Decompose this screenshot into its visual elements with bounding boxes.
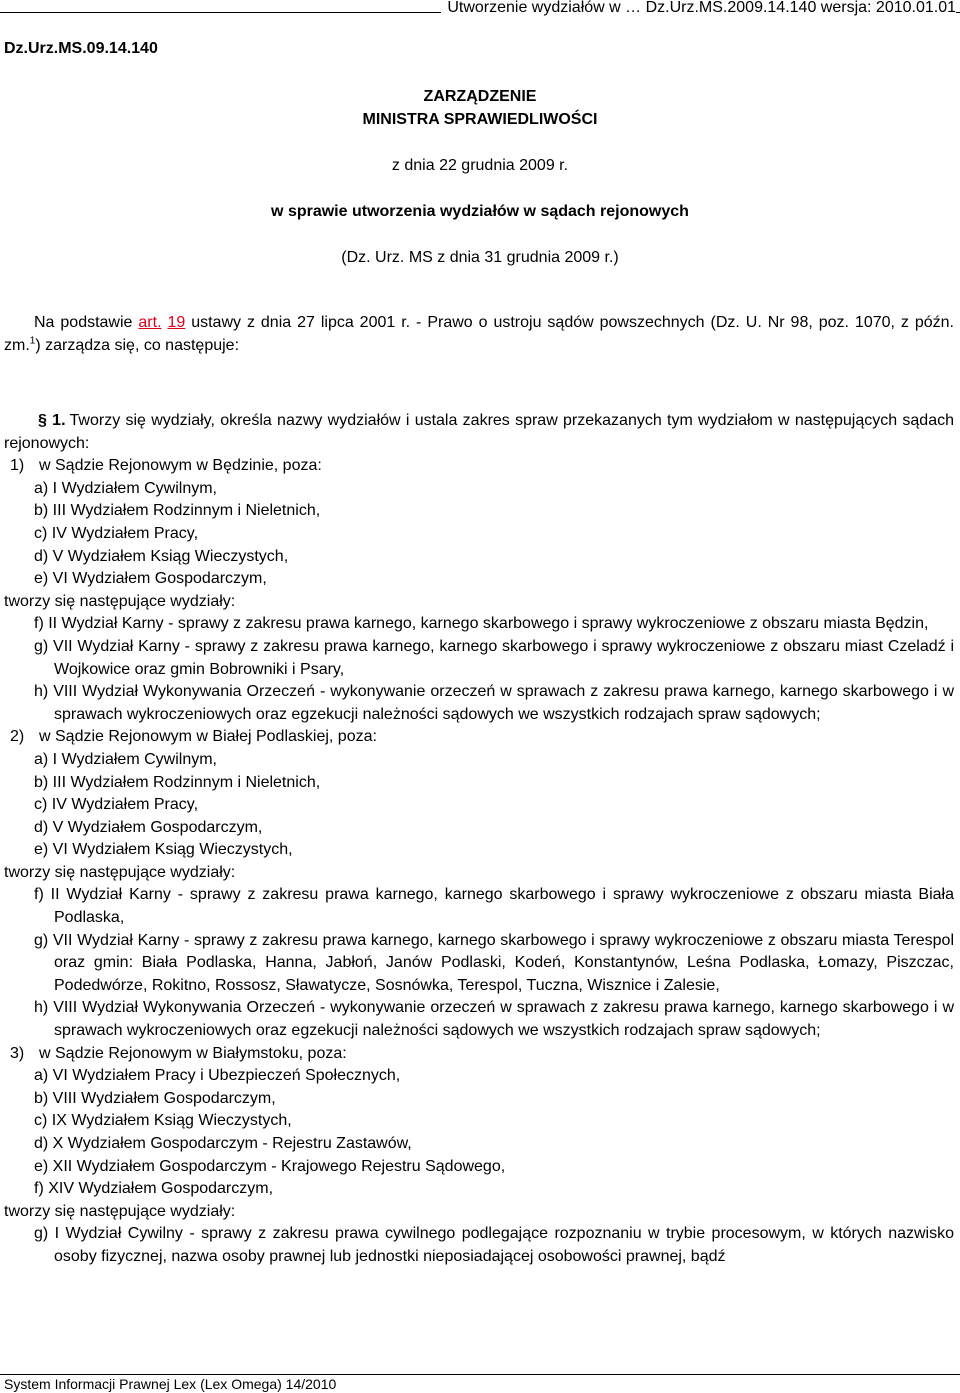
- section-1-intro: [4, 410, 954, 455]
- court-entry: [4, 726, 954, 749]
- created-division: f) II Wydział Karny - sprawy z zakresu prawa karnego, karnego skarbowego i sprawy wykroczeniowe z obszaru miasta Będzin,: [34, 615, 929, 633]
- existing-division: a) I Wydziałem Cywilnym,: [34, 479, 217, 497]
- court-name: w Sądzie Rejonowym w Białej Podlaskiej, poza:: [39, 728, 377, 746]
- existing-division: a) I Wydziałem Cywilnym,: [34, 750, 217, 768]
- created-divisions-intro: tworzy się następujące wydziały:: [4, 1202, 236, 1220]
- existing-division: c) IV Wydziałem Pracy,: [34, 796, 199, 814]
- page-footer: [0, 1374, 960, 1393]
- created-division: h) VIII Wydział Wykonywania Orzeczeń - wykonywanie orzeczeń w sprawach z zakresu prawa karnego, karnego skarbowego i w sprawach wykroczeniowych oraz egzekucji należności sądowych we wszystkich rodzajach spraw sądowych;: [34, 999, 954, 1040]
- article-number-link[interactable]: 19: [167, 314, 186, 331]
- act-date: z dnia 22 grudnia 2009 r.: [391, 157, 569, 174]
- created-division: g) I Wydział Cywilny - sprawy z zakresu prawa cywilnego podlegające rozpoznaniu w trybie procesowym, w których nazwisko osoby fizycznej, nazwa osoby prawnej lub jednostki nieposiadającej osobowości prawnej, bądź: [34, 1225, 954, 1265]
- running-header: [0, 0, 960, 16]
- created-division: g) VII Wydział Karny - sprawy z zakresu prawa karnego, karnego skarbowego i sprawy wykroczeniowe z obszaru miasta Terespol oraz gmin: Biała Podlaska, Hanna, Jabłoń, Janów Podlaski, Kodeń, Konstantynów, Leśna Podlaska, Łomazy, Piszczac, Podedwórze, Rokitno, Rossosz, Sławatycze, Sosnówka, Terespol, Tuczna, Wisznice i Zalesie,: [34, 931, 954, 994]
- legal-basis: [4, 311, 954, 357]
- running-title: Utworzenie wydziałów w … Dz.Urz.MS.2009.14.140 wersja: 2010.01.01: [441, 0, 956, 18]
- court-number: 2): [10, 728, 25, 746]
- court-number: 3): [10, 1044, 25, 1062]
- existing-division: e) XII Wydziałem Gospodarczym - Krajowego Rejestru Sądowego,: [34, 1157, 506, 1175]
- publication-reference: (Dz. Urz. MS z dnia 31 grudnia 2009 r.): [341, 249, 619, 266]
- existing-division: e) VI Wydziałem Ksiąg Wieczystych,: [34, 841, 293, 859]
- existing-division: e) VI Wydziałem Gospodarczym,: [34, 570, 267, 588]
- existing-division: b) III Wydziałem Rodzinnym i Nieletnich,: [34, 773, 321, 791]
- court-entry: [4, 1043, 954, 1066]
- existing-division: c) IV Wydziałem Pracy,: [34, 524, 199, 542]
- act-type-title: ZARZĄDZENIE: [423, 88, 537, 105]
- basis-text-mid: ustawy z dnia 27 lipca 2001 r. - Prawo o ustroju sądów powszechnych (Dz. U. Nr 98, poz. 1070, z późn. zm.: [4, 314, 954, 354]
- existing-division: d) V Wydziałem Ksiąg Wieczystych,: [34, 547, 289, 565]
- existing-division: a) VI Wydziałem Pracy i Ubezpieczeń Społecznych,: [34, 1067, 401, 1085]
- created-divisions-intro: tworzy się następujące wydziały:: [4, 592, 236, 610]
- section-marker: § 1.: [38, 412, 66, 429]
- basis-text-after: ) zarządza się, co następuje:: [35, 337, 240, 354]
- courts-list: [4, 455, 954, 1268]
- created-divisions-intro: tworzy się następujące wydziały:: [4, 863, 236, 881]
- existing-division: b) VIII Wydziałem Gospodarczym,: [34, 1089, 276, 1107]
- act-subject: w sprawie utworzenia wydziałów w sądach rejonowych: [271, 203, 689, 220]
- existing-division: f) XIV Wydziałem Gospodarczym,: [34, 1180, 274, 1198]
- created-division: h) VIII Wydział Wykonywania Orzeczeń - wykonywanie orzeczeń w sprawach z zakresu prawa karnego, karnego skarbowego i w sprawach wykroczeniowych oraz egzekucji należności sądowych we wszystkich rodzajach spraw sądowych;: [34, 683, 954, 723]
- created-division: g) VII Wydział Karny - sprawy z zakresu prawa karnego, karnego skarbowego i sprawy wykroczeniowe z obszaru miast Czeladź i Wojkowice oraz gmin Bobrowniki i Psary,: [34, 637, 954, 678]
- court-entry: [4, 455, 954, 478]
- existing-division: c) IX Wydziałem Ksiąg Wieczystych,: [34, 1112, 292, 1130]
- document-id: Dz.Urz.MS.09.14.140: [4, 40, 158, 57]
- article-link[interactable]: art.: [138, 314, 162, 331]
- existing-division: d) X Wydziałem Gospodarczym - Rejestru Zastawów,: [34, 1135, 412, 1152]
- document-body: [4, 410, 954, 1269]
- basis-text-before: Na podstawie: [34, 314, 139, 331]
- issuer-title: MINISTRA SPRAWIEDLIWOŚCI: [362, 111, 598, 128]
- section-1-text: Tworzy się wydziały, określa nazwy wydziałów i ustala zakres spraw przekazanych tym wydziałom w następujących sądach rejonowych:: [4, 412, 955, 452]
- existing-division: d) V Wydziałem Gospodarczym,: [34, 818, 263, 836]
- court-number: 1): [10, 457, 25, 475]
- footer-source: System Informacji Prawnej Lex (Lex Omega) 14/2010: [4, 1376, 337, 1392]
- court-name: w Sądzie Rejonowym w Będzinie, poza:: [39, 457, 322, 475]
- created-division: f) II Wydział Karny - sprawy z zakresu prawa karnego, karnego skarbowego i sprawy wykroczeniowe z obszaru miasta Biała Podlaska,: [34, 886, 954, 927]
- footnote-reference[interactable]: 1: [29, 335, 36, 347]
- court-name: w Sądzie Rejonowym w Białymstoku, poza:: [39, 1044, 347, 1062]
- existing-division: b) III Wydziałem Rodzinnym i Nieletnich,: [34, 502, 321, 520]
